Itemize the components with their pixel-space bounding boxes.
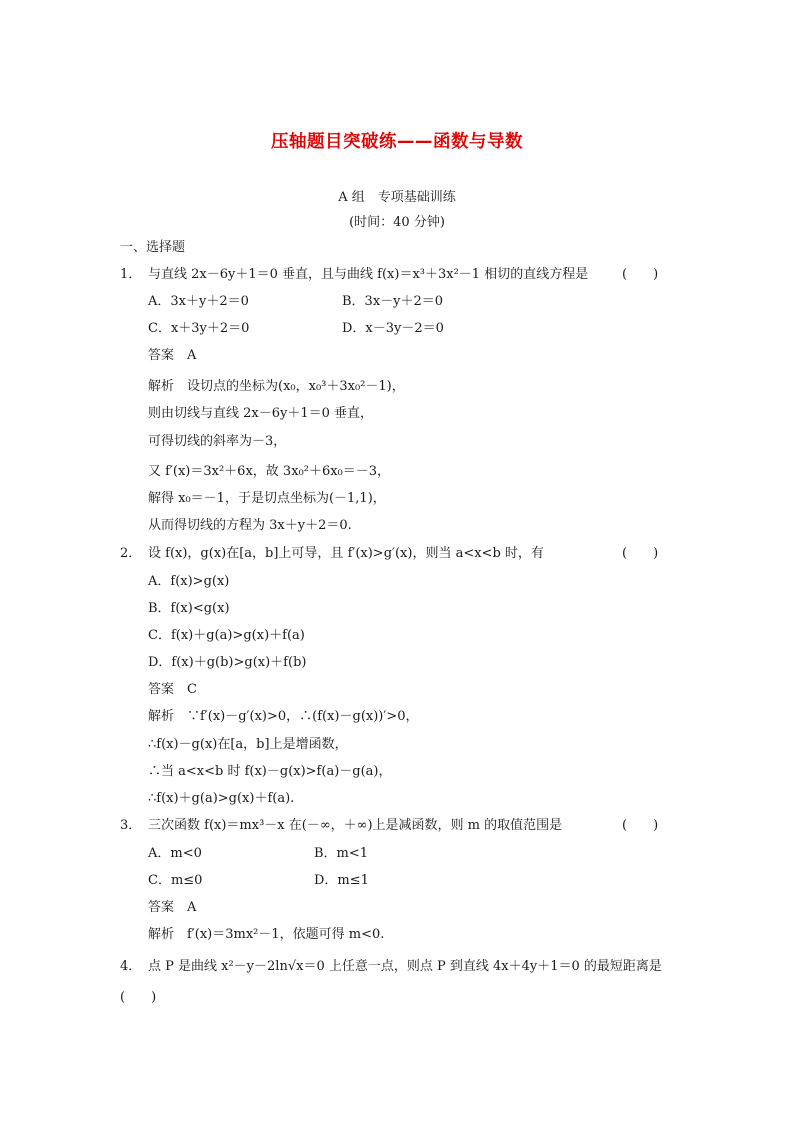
solution-line: 从而得切线的方程为 3x＋y＋2＝0.: [148, 518, 352, 533]
group-heading: A 组 专项基础训练: [338, 190, 456, 205]
answer-bracket: ( ): [120, 990, 157, 1005]
option-a: A．3x＋y＋2＝0: [148, 294, 249, 309]
option-b: B．f(x)<g(x): [148, 601, 230, 616]
answer-line: 答案 A: [148, 348, 197, 363]
answer-line: 答案 A: [148, 900, 197, 915]
time-limit: (时间：40 分钟): [349, 215, 445, 230]
question-stem: 与直线 2x－6y＋1＝0 垂直，且与曲线 f(x)＝x³＋3x²－1 相切的直线方程是: [148, 267, 589, 282]
solution-line: 解析 ∵f′(x)－g′(x)>0，∴(f(x)－g(x))′>0，: [148, 709, 419, 724]
answer-bracket: ( ): [622, 267, 659, 282]
option-b: B．3x－y＋2＝0: [342, 294, 444, 309]
solution-line: ∴当 a<x<b 时 f(x)－g(x)>f(a)－g(a)，: [148, 764, 392, 779]
section-heading: 一、选择题: [120, 240, 186, 255]
option-a: A．f(x)>g(x): [148, 574, 230, 589]
answer-bracket: ( ): [622, 546, 659, 561]
question-stem: 设 f(x)，g(x)在[a，b]上可导，且 f′(x)>g′(x)，则当 a<x<b 时，有: [148, 546, 544, 561]
solution-line: 又 f′(x)＝3x²＋6x，故 3x₀²＋6x₀＝－3，: [148, 464, 391, 479]
page-title: 压轴题目突破练——函数与导数: [271, 132, 523, 152]
answer-bracket: ( ): [622, 818, 659, 833]
solution-line: 可得切线的斜率为－3，: [148, 434, 287, 449]
option-b: B．m<1: [314, 846, 369, 861]
question-stem: 三次函数 f(x)＝mx³－x 在(－∞，＋∞)上是减函数，则 m 的取值范围是: [148, 818, 563, 833]
option-c: C．x＋3y＋2＝0: [148, 321, 250, 336]
option-d: D．m≤1: [314, 873, 369, 888]
option-d: D．x－3y－2＝0: [342, 321, 444, 336]
answer-line: 答案 C: [148, 682, 197, 697]
option-c: C．m≤0: [148, 873, 203, 888]
solution-line: 解得 x₀＝－1，于是切点坐标为(－1,1)，: [148, 491, 386, 506]
question-number: 1．: [120, 267, 142, 282]
solution-line: 解析 f′(x)＝3mx²－1，依题可得 m<0.: [148, 927, 385, 942]
option-c: C．f(x)＋g(a)>g(x)＋f(a): [148, 628, 305, 643]
question-stem: 点 P 是曲线 x²－y－2ln√x＝0 上任意一点，则点 P 到直线 4x＋4y＋1＝0 的最短距离是: [148, 959, 662, 974]
question-number: 2．: [120, 546, 142, 561]
option-d: D．f(x)＋g(b)>g(x)＋f(b): [148, 655, 307, 670]
question-number: 3．: [120, 818, 142, 833]
question-number: 4．: [120, 959, 142, 974]
solution-line: 则由切线与直线 2x－6y＋1＝0 垂直，: [148, 406, 374, 421]
solution-line: ∴f(x)＋g(a)>g(x)＋f(a).: [148, 791, 295, 806]
solution-line: ∴f(x)－g(x)在[a，b]上是增函数，: [148, 737, 348, 752]
solution-line: 解析 设切点的坐标为(x₀，x₀³＋3x₀²－1)，: [148, 379, 405, 394]
option-a: A．m<0: [148, 846, 202, 861]
